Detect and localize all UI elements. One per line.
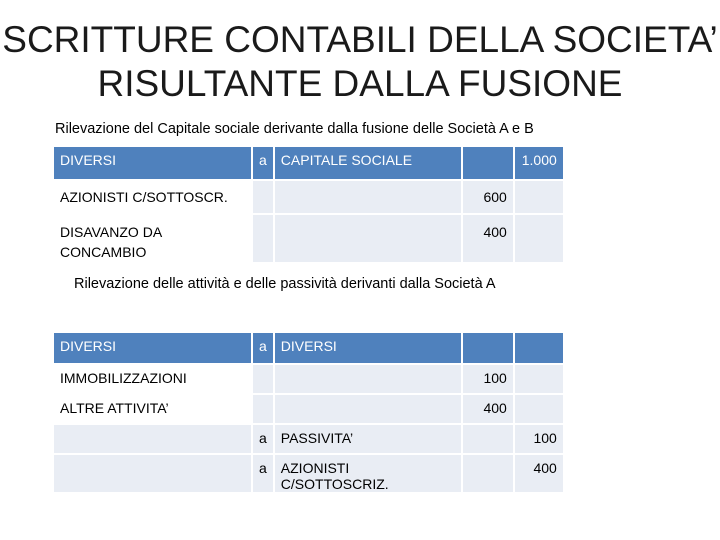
- entry2-journal-table: [52, 331, 565, 494]
- entry1-header-debit: DIVERSI: [54, 147, 251, 179]
- entry1-row1-credit: [275, 181, 461, 213]
- entry2-row1-a: [253, 365, 273, 393]
- slide-title-line1: SCRITTURE CONTABILI DELLA SOCIETA’: [2, 19, 718, 60]
- entry2-header-row: [54, 333, 563, 363]
- entry1-header-credit: CAPITALE SOCIALE: [275, 147, 461, 179]
- entry2-row2-a: [253, 395, 273, 423]
- entry2-row3-a: a: [253, 425, 273, 453]
- entry2-row4-amount-right: 400: [515, 455, 563, 492]
- entry1-row2-label-line1: DISAVANZO DA: [60, 224, 163, 240]
- entry2-header-a: a: [253, 333, 273, 363]
- entry2-row2-credit: [275, 395, 461, 423]
- entry2-row1-amount-right: [515, 365, 563, 393]
- table-row: [54, 395, 563, 423]
- entry1-row1-amount-left: 600: [463, 181, 513, 213]
- entry2-row4-a: a: [253, 455, 273, 492]
- entry1-row1-a: [253, 181, 273, 213]
- entry2-row3-amount-left: [463, 425, 513, 453]
- table-row: [54, 455, 563, 492]
- entry1-row2-a: [253, 215, 273, 262]
- entry2-header-credit: DIVERSI: [275, 333, 461, 363]
- entry2-row3-credit: PASSIVITA’: [275, 425, 461, 453]
- entry2-row2-amount-left: 400: [463, 395, 513, 423]
- entry2-row2-amount-right: [515, 395, 563, 423]
- entry1-row2-amount-right: [515, 215, 563, 262]
- entry2-row1-amount-left: 100: [463, 365, 513, 393]
- entry2-row4-label: [54, 455, 251, 492]
- entry1-row1-label: AZIONISTI C/SOTTOSCR.: [54, 181, 251, 213]
- entry1-caption: Rilevazione del Capitale sociale derivante dalla fusione delle Società A e B: [55, 121, 534, 137]
- entry1-row2-label-line2: CONCAMBIO: [60, 244, 147, 260]
- entry2-row2-label: ALTRE ATTIVITA’: [54, 395, 251, 423]
- entry2-caption: Rilevazione delle attività e delle passività derivanti dalla Società A: [74, 276, 496, 292]
- entry2-header-amount-left: [463, 333, 513, 363]
- entry2-row4-credit: AZIONISTI C/SOTTOSCRIZ.: [275, 455, 461, 492]
- table-row: [54, 215, 563, 262]
- entry1-header-row: [54, 147, 563, 179]
- entry2-row1-label: IMMOBILIZZAZIONI: [54, 365, 251, 393]
- table-row: [54, 425, 563, 453]
- entry2-row3-label: [54, 425, 251, 453]
- table-row: [54, 365, 563, 393]
- slide-title-line2: RISULTANTE DALLA FUSIONE: [97, 63, 623, 104]
- entry2-row4-amount-left: [463, 455, 513, 492]
- entry1-header-amount-left: [463, 147, 513, 179]
- entry1-row2-credit: [275, 215, 461, 262]
- entry1-header-amount-right: 1.000: [515, 147, 563, 179]
- entry1-row2-amount-left: 400: [463, 215, 513, 262]
- entry2-row1-credit: [275, 365, 461, 393]
- entry2-header-amount-right: [515, 333, 563, 363]
- entry1-row2-label: [54, 215, 251, 262]
- entry1-journal-table: [52, 145, 565, 264]
- table-row: [54, 181, 563, 213]
- entry1-row1-amount-right: [515, 181, 563, 213]
- entry1-header-a: a: [253, 147, 273, 179]
- entry2-header-debit: DIVERSI: [54, 333, 251, 363]
- entry2-row3-amount-right: 100: [515, 425, 563, 453]
- slide-title: [0, 18, 720, 106]
